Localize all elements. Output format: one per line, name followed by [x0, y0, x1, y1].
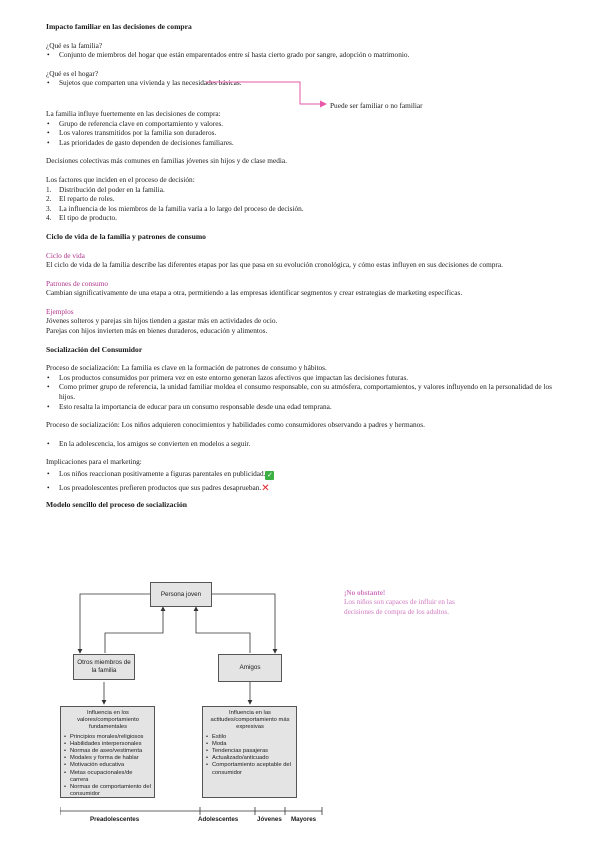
ejemplo-1: Jóvenes solteros y parejas sin hijos tienden a gastar más en actividades de ocio. [46, 316, 278, 326]
box-amigos: Amigos [218, 654, 282, 682]
connector-arrow [206, 82, 326, 104]
ciclo-text: El ciclo de vida de la familia describe las diferentes etapas por las que pasa en su evolución cronológica, y cómo estas influyen en sus decisiones de compra. [46, 260, 503, 270]
socialization-diagram [60, 578, 330, 828]
list-item: • Motivación educativa [64, 762, 152, 769]
list-item: • Las prioridades de gasto dependen de decisiones familiares. [46, 138, 556, 148]
box-title: Influencia en las actitudes/comportamiento más expresivas [210, 710, 290, 731]
axis-label-adolescentes: Adolescentes [198, 816, 239, 823]
proceso-2-text: Proceso de socialización: Los niños adquieren conocimientos y habilidades como consumidores observando a padres y hermanos. [46, 420, 425, 430]
list-item: • Comportamiento aceptable del consumidor [206, 762, 294, 776]
list-item: • Metas ocupacionales/de carrera [64, 770, 152, 784]
note-text: Los niños son capaces de influir en las decisiones de compra de los adultos. [344, 598, 455, 616]
influye-text: La familia influye fuertemente en las decisiones de compra: [46, 108, 221, 118]
section-title-modelo: Modelo sencillo del proceso de socialización [46, 499, 187, 509]
list-item: • Estilo [206, 734, 294, 741]
list-item: 2. El reparto de roles. [46, 194, 115, 204]
ejemplo-2: Parejas con hijos invierten más en bienes duraderos, educación y alimentos. [46, 326, 268, 336]
list-item: • Normas de aseo/vestimenta [64, 748, 152, 755]
list-item: • Los preadolescentes prefieren productos que sus padres desaprueban.✕ [46, 483, 556, 494]
box-otros-miembros: Otros miembros de la familia [73, 654, 135, 680]
patrones-heading: Patrones de consumo [46, 278, 109, 288]
actitudes-list [206, 734, 294, 777]
box-influencia-actitudes [202, 706, 297, 798]
implicaciones-text: Implicaciones para el marketing: [46, 457, 142, 467]
list-item: • Principios morales/religiosos [64, 734, 152, 741]
list-item: 3. La influencia de los miembros de la familia varía a lo largo del proceso de decisión. [46, 203, 304, 213]
list-item: • En la adolescencia, los amigos se convierten en modelos a seguir. [46, 439, 556, 449]
list-item: 4. El tipo de producto. [46, 213, 117, 223]
list-item: • Grupo de referencia clave en comportamiento y valores. [46, 119, 556, 129]
list-item: • Sujetos que comparten una vivienda y las necesidades básicas. [46, 78, 556, 88]
list-item: 1. Distribución del poder en la familia. [46, 184, 165, 194]
callout-familiar: Puede ser familiar o no familiar [330, 101, 423, 110]
list-item: • Actualizado/anticuado [206, 755, 294, 762]
factores-text: Los factores que inciden en el proceso de decisión: [46, 174, 195, 184]
colectivas-text: Decisiones colectivas más comunes en familias jóvenes sin hijos y de clase media. [46, 156, 287, 166]
question-hogar: ¿Qué es el hogar? [46, 68, 99, 78]
list-item: • Esto resalta la importancia de educar para un consumo responsable desde una edad temprana. [46, 402, 556, 412]
patrones-text: Cambian significativamente de una etapa a otra, permitiendo a las empresas identificar segmentos y crear estrategias de marketing específicas. [46, 288, 463, 298]
list-item: • Los valores transmitidos por la familia son duraderos. [46, 128, 556, 138]
box-persona-joven: Persona joven [150, 582, 212, 607]
axis-label-jovenes: Jóvenes [257, 816, 282, 823]
cross-icon: ✕ [261, 483, 270, 494]
note-box [344, 589, 484, 617]
list-item: • Los productos consumidos por primera vez en este entorno generan lazos afectivos que impactan las decisiones futuras. [46, 373, 556, 383]
ejemplos-heading: Ejemplos [46, 306, 74, 316]
section-title-socializacion: Socialización del Consumidor [46, 344, 143, 354]
section-title-impacto: Impacto familiar en las decisiones de compra [46, 22, 192, 31]
list-item: • Habilidades interpersonales [64, 741, 152, 748]
list-item: • Como primer grupo de referencia, la unidad familiar moldea el consumo responsable, con su atmósfera, comportamientos, y valores influyendo en la personalidad de los hijos. [46, 382, 556, 401]
list-item: • Moda [206, 741, 294, 748]
list-item: • Tendencias pasajeras [206, 748, 294, 755]
list-item: • Normas de comportamiento del consumidor [64, 784, 152, 798]
section-title-ciclo: Ciclo de vida de la familia y patrones de consumo [46, 231, 206, 241]
box-influencia-valores [60, 706, 155, 798]
list-item: • Los niños reaccionan positivamente a figuras parentales en publicidad. ✓ [46, 469, 556, 480]
valores-list [64, 734, 152, 799]
list-item: • Modales y forma de hablar [64, 755, 152, 762]
proceso-1-text: Proceso de socialización: La familia es clave en la formación de patrones de consumo y hábitos. [46, 363, 327, 373]
question-familia: ¿Qué es la familia? [46, 40, 103, 50]
ciclo-heading: Ciclo de vida [46, 250, 85, 260]
box-title: Influencia en los valores/comportamiento fundamentales [77, 710, 139, 731]
list-item: • Conjunto de miembros del hogar que están emparentados entre sí hasta cierto grado por sangre, adopción o matrimonio. [46, 50, 556, 60]
axis-label-mayores: Mayores [291, 816, 317, 823]
axis-label-preadolescentes: Preadolescentes [90, 816, 140, 823]
check-icon: ✓ [267, 471, 273, 479]
note-title: ¡No obstante! [344, 589, 386, 597]
